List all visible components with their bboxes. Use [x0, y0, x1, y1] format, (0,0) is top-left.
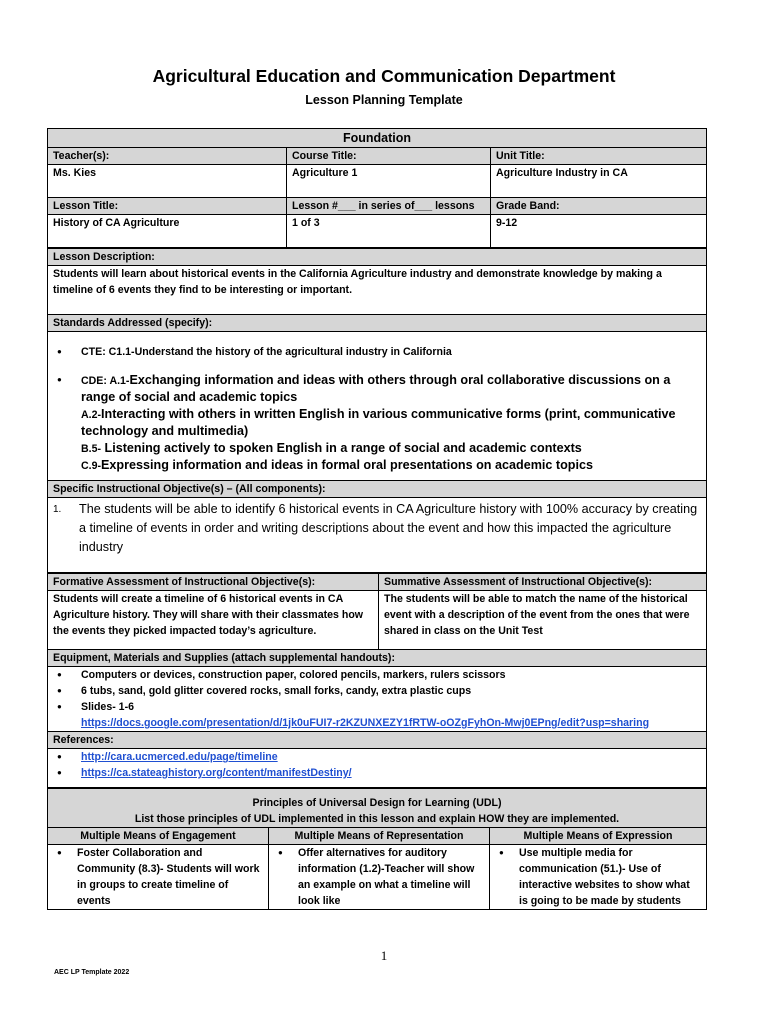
standards-label: Standards Addressed (specify): [48, 314, 706, 331]
assessment-text-row [48, 590, 706, 649]
standard-cde [57, 372, 701, 474]
udl-expression-cell [489, 845, 706, 909]
udl-instruction: List those principles of UDL implemented in this lesson and explain HOW they are implemented. [134, 813, 620, 825]
footer-text: AEC LP Template 2022 [54, 969, 130, 976]
cde-prefix: CDE: A.1- [81, 375, 130, 387]
c9-prefix: C.9- [81, 460, 102, 472]
c9-text: Expressing information and ideas in formal oral presentations on academic topics [101, 458, 593, 472]
reference-link[interactable]: https://ca.stateaghistory.org/content/manifestDestiny/ [81, 767, 352, 779]
standard-cte: ● CTE: C1.1-Understand the history of the agricultural industry in California [57, 344, 701, 360]
header-value-row-1 [48, 164, 706, 197]
page-number: 1 [380, 948, 388, 963]
cde-a1-text: Exchanging information and ideas with others through oral collaborative discussions on a range of social and academic topics [81, 373, 671, 404]
header-value-row-2 [48, 214, 706, 247]
equipment-item [57, 699, 701, 731]
summative-assessment-text: The students will be able to match the name of the historical event with a description of the event from the ones that were shared in class on the Unit Test [378, 591, 706, 649]
unit-title-value: Agriculture Industry in CA [490, 165, 706, 197]
references-label: References: [48, 731, 706, 748]
grade-band-label: Grade Band: [490, 198, 706, 214]
lesson-title-value: History of CA Agriculture [53, 217, 180, 229]
udl-header [48, 787, 706, 827]
udl-engagement-item: ● Foster Collaboration and Community (8.3)- Students will work in groups to create timeline of events [57, 845, 263, 909]
objective-number: 1. [53, 504, 62, 515]
udl-title: Principles of Universal Design for Learning (UDL) [252, 797, 502, 809]
lesson-number-label: Lesson #___ in series of___ lessons [286, 198, 490, 214]
standards-body [48, 331, 706, 480]
department-title: Agricultural Education and Communication Department [152, 66, 616, 86]
header-label-row-1 [48, 147, 706, 164]
slides-link[interactable]: https://docs.google.com/presentation/d/1jk0uFUI7-r2KZUNXEZY1fRTW-oOZgFyhOn-Mwj0EPng/edit?usp=sharing [81, 717, 650, 729]
header-label-row-2 [48, 197, 706, 214]
assessment-label-row [48, 572, 706, 590]
formative-assessment-label: Formative Assessment of Instructional Objective(s): [53, 576, 316, 588]
lesson-number-value: 1 of 3 [286, 215, 490, 247]
unit-title-label: Unit Title: [490, 148, 706, 164]
slides-label: ● Slides- 1-6 [81, 701, 134, 713]
objective-text: The students will be able to identify 6 historical events in CA Agriculture history with 100% accuracy by creating a timeline of events in order and writing descriptions about the event and how this impacted the agriculture industry [79, 502, 698, 554]
grade-band-value: 9-12 [490, 215, 706, 247]
udl-representation-cell [268, 845, 489, 909]
equipment-label: Equipment, Materials and Supplies (attach supplemental handouts): [48, 649, 706, 666]
equipment-item: ● 6 tubs, sand, gold glitter covered rocks, small forks, candy, extra plastic cups [57, 683, 701, 699]
course-title-value: Agriculture 1 [286, 165, 490, 197]
objectives-label: Specific Instructional Objective(s) – (All components): [48, 480, 706, 497]
teacher-label: Teacher(s): [53, 150, 110, 162]
equipment-body [48, 666, 706, 731]
formative-assessment-text: Students will create a timeline of 6 historical events in CA Agriculture history. They will share with their classmates how the events they picked impacted today’s agriculture. [53, 593, 364, 637]
udl-expression-item: ● Use multiple media for communication (51.)- Use of interactive websites to show what is going to be made by students [499, 845, 701, 909]
b5-prefix: B.5- [81, 443, 102, 455]
objectives-body [48, 497, 706, 572]
reference-item [57, 765, 701, 781]
a2-prefix: A.2- [81, 409, 102, 421]
reference-item [57, 749, 701, 765]
foundation-heading: Foundation [48, 129, 706, 147]
udl-expression-heading: Multiple Means of Expression [489, 828, 706, 844]
a2-text: Interacting with others in written English in various communicative forms (print, communicative technology and multimedia) [81, 407, 676, 438]
lesson-title-label: Lesson Title: [53, 200, 119, 212]
lesson-plan-table [47, 128, 707, 910]
b5-text: Listening actively to spoken English in a range of social and academic contexts [101, 441, 582, 455]
udl-engagement-cell [48, 845, 268, 909]
udl-representation-heading: Multiple Means of Representation [268, 828, 489, 844]
reference-link[interactable]: http://cara.ucmerced.edu/page/timeline [81, 751, 278, 763]
lesson-description-text: Students will learn about historical events in the California Agriculture industry and demonstrate knowledge by making a timeline of 6 events they find to be interesting or important. [48, 265, 706, 314]
summative-assessment-label: Summative Assessment of Instructional Objective(s): [378, 574, 706, 590]
course-title-label: Course Title: [286, 148, 490, 164]
template-subtitle: Lesson Planning Template [305, 93, 463, 107]
udl-items-row [48, 844, 706, 909]
teacher-value: Ms. Kies [53, 167, 96, 179]
udl-representation-item: ● Offer alternatives for auditory information (1.2)-Teacher will show an example on what a timeline will look like [278, 845, 484, 909]
udl-column-headings [48, 827, 706, 844]
udl-engagement-heading: Multiple Means of Engagement [80, 830, 236, 842]
lesson-description-label: Lesson Description: [48, 247, 706, 265]
equipment-item: ● Computers or devices, construction paper, colored pencils, markers, rulers scissors [57, 667, 701, 683]
references-body [48, 748, 706, 787]
